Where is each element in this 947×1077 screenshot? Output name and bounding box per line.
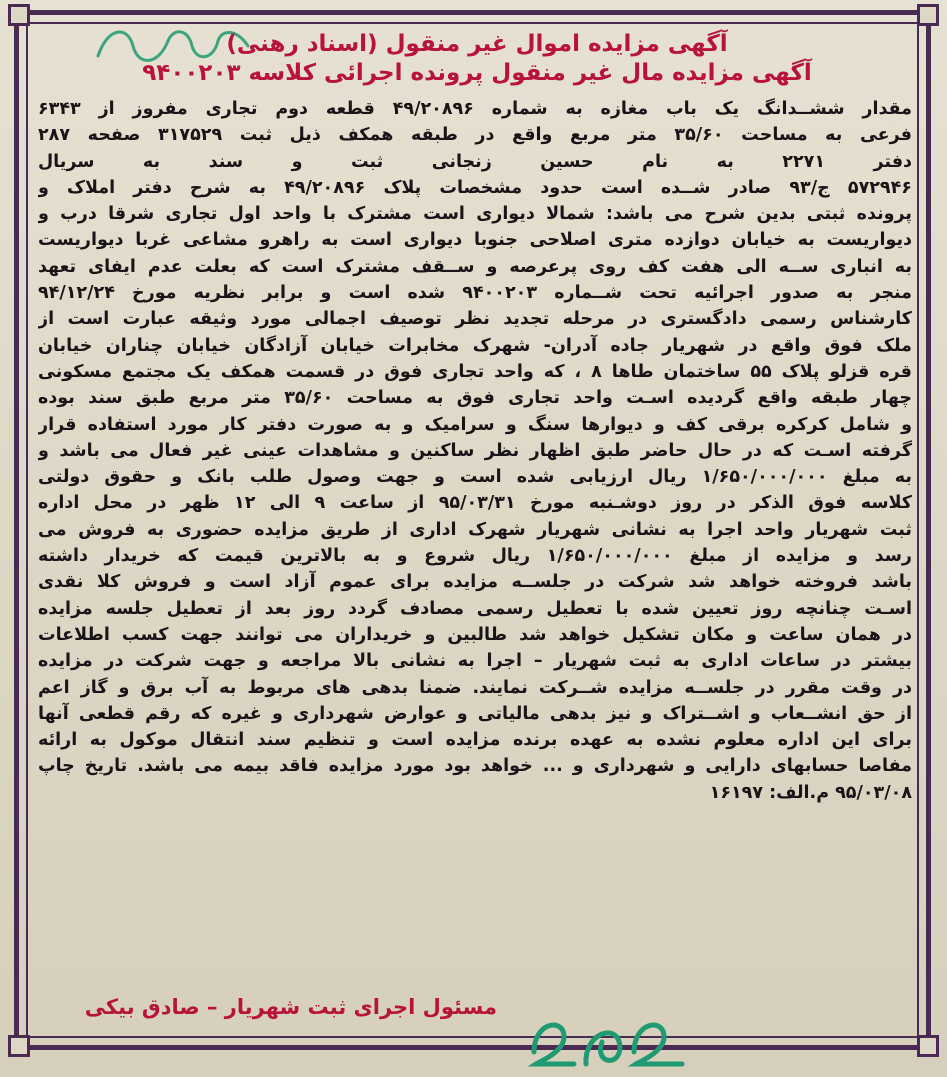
signature-line: مسئول اجرای ثبت شهریار – صادق بیکی (84, 995, 497, 1019)
notice-body-line: منجر به صدور اجرائیه تحت شــماره ۹۴۰۰۲۰۳ شده است و برابر نظریه مورخ ۹۴/۱۲/۲۴ (38, 283, 912, 304)
notice-body-line: به مبلغ ۱/۶۵۰/۰۰۰/۰۰۰ ریال ارزیابی شده است و جهت وصول طلب بانک و حقوق دولتی (38, 467, 912, 488)
notice-body-line: باشد فروخته خواهد شد شرکت در جلســه مزایده برای عموم آزاد است و فروش کلا نقدی (38, 572, 912, 593)
notice-body-line: کلاسه فوق الذکر در روز دوشـنبه مورخ ۹۵/۰۳/۳۱ از ساعت ۹ الی ۱۲ ظهر در محل اداره (38, 493, 912, 514)
notice-body-line: چهار طبقه واقع گردیده اسـت واحد تجاری فوق به مساحت ۳۵/۶۰ متر مربع طبق سند بوده (38, 388, 912, 409)
notice-body-line: ثبت شهریار واحد اجرا به نشانی شهریار شهرک اداری از طریق مزایده حضوری به فروش می (38, 519, 912, 540)
notice-body-line: گرفته اسـت که در حال حاضر طبق اظهار نظر ساکنین و مشاهدات عینی غیر فعال می باشد و (38, 440, 912, 461)
notice-body-line: دفتر ۲۲۷۱ به نام حسین زنجانی ثبت و سند به سریال (38, 151, 912, 172)
notice-body-line: کارشناس رسمی دادگستری در مرحله تجدید نظر توصیف اجمالی مورد وثیقه عبارت است از (38, 309, 912, 330)
notice-body-line: و شامل کرکره برقی کف و دیوارها سنگ و سرامیک و به صورت دفتر کار مورد استفاده قرار (38, 414, 912, 435)
notice-body-line: از حق انشــعاب و اشــتراک و نیز بدهی مالیاتی و عوارض شهرداری و غیره که رقم قطعی آنها (38, 703, 912, 724)
notice-body-line: برای این اداره معلوم نشده به عهده برنده مزایده است و تنظیم سند انتقال موکول به ارائه (38, 730, 912, 751)
notice-body-line: دیواریست به خیابان دوازده متری اصلاحی جنوبا دیواری است به راهرو مشاعی غربا دیواریست (38, 230, 912, 251)
notice-title: آگهی مزایده اموال غیر منقول (اسناد رهنی) (226, 31, 728, 57)
notice-body-line: مفاصا حسابهای دارایی و شهرداری و ... خواهد بود مورد مزایده فاقد بیمه می باشد. تاریخ چاپ (38, 756, 912, 777)
notice-body-line: اسـت چنانچه روز تعیین شده با تعطیل رسمی مصادف گردد روز بعد از تعطیل جلسه مزایده (38, 598, 912, 619)
notice-body-line: بیشتر در ساعات اداری به ثبت شهریار – اجرا به نشانی بالا مراجعه و جهت شرکت در مزایده (38, 651, 912, 672)
border-corner-ornament (917, 1035, 939, 1057)
notice-body-line: در وقت مقرر در جلســه مزایده شــرکت نمایند. ضمنا بدهی های مربوط به آب برق و گاز اعم (38, 677, 912, 698)
notice-subtitle: آگهی مزایده مال غیر منقول پرونده اجرائی کلاسه ۹۴۰۰۲۰۳ (142, 60, 812, 86)
notice-body-line: ۵۷۲۹۴۶ ج/۹۳ صادر شــده است حدود مشخصات پلاک ۴۹/۲۰۸۹۶ به شرح دفتر املاک و (38, 177, 912, 198)
notice-body-line: فرعی به مساحت ۳۵/۶۰ متر مربع واقع در طبقه همکف ذیل ثبت ۳۱۷۵۲۹ صفحه ۲۸۷ (38, 125, 912, 146)
notice-body-line: قره قزلو پلاک ۵۵ ساختمان طاها ۸ ، که واحد تجاری فوق در قسمت همکف یک مجتمع مسکونی (38, 361, 912, 382)
notice-body-line: به انباری ســه الی هفت کف روی پرعرصه و ســقف مشترک است که بعلت عدم ایفای تعهد (38, 256, 912, 277)
border-corner-ornament (8, 1035, 30, 1057)
border-corner-ornament (917, 4, 939, 26)
handwritten-number (524, 992, 694, 1072)
notice-body-line: ۹۵/۰۳/۰۸ م.الف: ۱۶۱۹۷ (709, 782, 912, 803)
border-corner-ornament (8, 4, 30, 26)
notice-body-line: مقدار ششــدانگ یک باب مغازه به شماره ۴۹/۲۰۸۹۶ قطعه دوم تجاری مفروز از ۶۳۴۳ (38, 99, 912, 119)
notice-body-line: در همان ساعت و مکان تشکیل خواهد شد طالبین و خریداران می توانند جهت کسب اطلاعات (38, 624, 912, 645)
notice-body-line: ملک فوق واقع در شهریار جاده آدران- شهرک مخابرات خیابان آزادگان خیابان چناران خیابان (38, 335, 912, 356)
notice-body-line: پرونده ثبتی بدین شرح می باشد: شمالا دیواری است مشترک با واحد اول تجاری شرقا درب و (38, 204, 912, 225)
notice-body-line: رسد و مزایده از مبلغ ۱/۶۵۰/۰۰۰/۰۰۰ ریال شروع و به بالاترین قیمت که خریدار داشته (38, 546, 912, 567)
notice-body (38, 96, 912, 991)
